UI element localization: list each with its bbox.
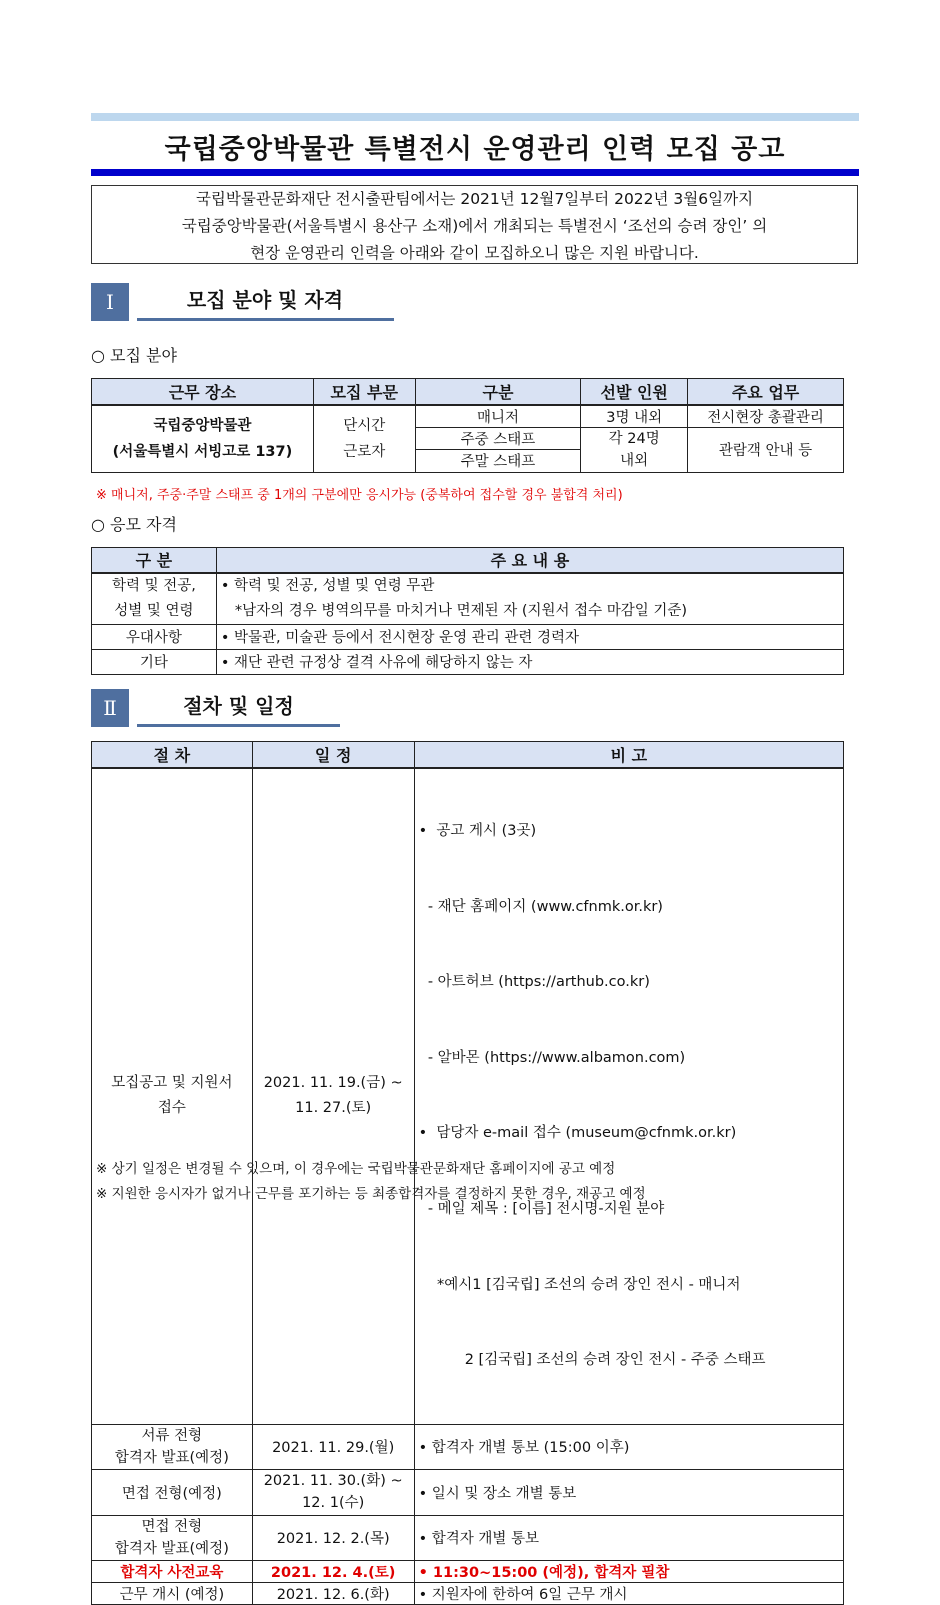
intro-box bbox=[91, 185, 858, 264]
schedule-note-training: • 11:30~15:00 (예정), 합격자 필참 bbox=[414, 1560, 843, 1582]
recruit-count-line: 각 24명 bbox=[608, 430, 660, 447]
schedule-date-line: 11. 27.(토) bbox=[295, 1100, 372, 1117]
schedule-note-line: - 아트허브 (https://arthub.co.kr) bbox=[418, 974, 650, 991]
recruit-table bbox=[91, 378, 844, 473]
schedule-note-document: • 합격자 개별 통보 (15:00 이후) bbox=[414, 1424, 843, 1469]
qual-content-line: • 학력 및 전공, 성별 및 연령 무관 bbox=[220, 577, 435, 594]
qual-label-line: 학력 및 전공, bbox=[111, 577, 196, 594]
schedule-date-recruit bbox=[252, 768, 414, 1425]
recruit-part bbox=[313, 405, 415, 473]
schedule-date-start: 2021. 12. 6.(화) bbox=[252, 1582, 414, 1604]
recruit-header-duty: 주요 업무 bbox=[688, 379, 844, 405]
qual-label-etc: 기타 bbox=[92, 649, 217, 674]
schedule-note-final: • 합격자 개별 통보 bbox=[414, 1515, 843, 1560]
qual-label-education bbox=[92, 573, 217, 625]
section-2-number: Ⅱ bbox=[91, 689, 129, 727]
section-2-title: 절차 및 일정 bbox=[183, 694, 294, 718]
recruit-header-part: 모집 부문 bbox=[313, 379, 415, 405]
qual-label-line: 성별 및 연령 bbox=[114, 602, 194, 619]
schedule-note-start: • 지원자에 한하여 6일 근무 개시 bbox=[414, 1582, 843, 1604]
schedule-step-line: 접수 bbox=[157, 1100, 186, 1117]
qual-content-etc: • 재단 관련 규정상 결격 사유에 해당하지 않는 자 bbox=[216, 649, 843, 674]
schedule-note-line: 2 [김국립] 조선의 승려 장인 전시 - 주중 스태프 bbox=[418, 1352, 766, 1369]
section-1-underline bbox=[137, 318, 394, 321]
qual-label-preference: 우대사항 bbox=[92, 624, 217, 649]
recruit-count-line: 내외 bbox=[620, 452, 649, 469]
qual-table bbox=[91, 547, 844, 675]
intro-line: 현장 운영관리 인력을 아래와 같이 모집하오니 많은 지원 바랍니다. bbox=[250, 244, 699, 262]
recruit-header-type: 구분 bbox=[415, 379, 581, 405]
schedule-note-line: - 재단 홈페이지 (www.cfnmk.or.kr) bbox=[418, 898, 663, 915]
schedule-step-interview: 면접 전형(예정) bbox=[92, 1469, 253, 1515]
schedule-date-interview bbox=[252, 1469, 414, 1515]
footnote: ※ 상기 일정은 변경될 수 있으며, 이 경우에는 국립박물관문화재단 홈페이지에 공고 예정 bbox=[96, 1161, 616, 1177]
recruit-count-manager: 3명 내외 bbox=[581, 405, 688, 428]
qual-content-line: *남자의 경우 병역의무를 마치거나 면제된 자 (지원서 접수 마감일 기준) bbox=[234, 602, 688, 619]
schedule-note-line: - 알바몬 (https://www.albamon.com) bbox=[418, 1049, 686, 1066]
recruit-part-line: 근로자 bbox=[343, 443, 386, 460]
page-title: 국립중앙박물관 특별전시 운영관리 인력 모집 공고 bbox=[164, 134, 786, 165]
recruit-place bbox=[92, 405, 314, 473]
schedule-step-final bbox=[92, 1515, 253, 1560]
schedule-note-line: - 메일 제목 : [이름] 전시명-지원 분야 bbox=[418, 1200, 665, 1217]
section-2-header bbox=[91, 689, 341, 727]
schedule-note-line: *예시1 [김국립] 조선의 승려 장인 전시 - 매니저 bbox=[418, 1276, 741, 1293]
recruit-role-manager: 매니저 bbox=[415, 405, 581, 428]
title-top-bar bbox=[91, 113, 859, 121]
section-1-title: 모집 분야 및 자격 bbox=[186, 288, 344, 312]
qual-heading: ○ 응모 자격 bbox=[91, 515, 177, 534]
title-bottom-bar bbox=[91, 169, 859, 176]
qual-header-type: 구 분 bbox=[92, 548, 217, 573]
intro-line: 국립중앙박물관(서울특별시 용산구 소재)에서 개최되는 특별전시 ‘조선의 승려 장인’ 의 bbox=[181, 217, 768, 235]
schedule-header-note: 비 고 bbox=[414, 742, 843, 768]
recruit-place-line: 국립중앙박물관 bbox=[153, 417, 252, 434]
schedule-date-line: 12. 1(수) bbox=[302, 1495, 365, 1512]
intro-line: 국립박물관문화재단 전시출판팀에서는 2021년 12월7일부터 2022년 3월6일까지 bbox=[195, 190, 754, 208]
schedule-step-training: 합격자 사전교육 bbox=[92, 1560, 253, 1582]
qual-content-education bbox=[216, 573, 843, 625]
recruit-heading: ○ 모집 분야 bbox=[91, 346, 177, 365]
schedule-header-step: 절 차 bbox=[92, 742, 253, 768]
section-2-underline bbox=[137, 724, 340, 727]
recruit-role-weekend: 주말 스태프 bbox=[415, 450, 581, 473]
schedule-step-line: 서류 전형 bbox=[141, 1427, 203, 1444]
schedule-date-line: 2021. 11. 30.(화) ~ bbox=[263, 1473, 403, 1490]
recruit-duty-manager: 전시현장 총괄관리 bbox=[688, 405, 844, 428]
recruit-note: ※ 매니저, 주중·주말 스태프 중 1개의 구분에만 응시가능 (중복하여 접수할 경우 불합격 처리) bbox=[96, 488, 623, 503]
schedule-header-date: 일 정 bbox=[252, 742, 414, 768]
schedule-note-line: • 담당자 e-mail 접수 (museum@cfnmk.or.kr) bbox=[418, 1125, 737, 1142]
qual-content-preference: • 박물관, 미술관 등에서 전시현장 운영 관리 관련 경력자 bbox=[216, 624, 843, 649]
recruit-role-weekday: 주중 스태프 bbox=[415, 427, 581, 450]
recruit-header-count: 선발 인원 bbox=[581, 379, 688, 405]
schedule-note-interview: • 일시 및 장소 개별 통보 bbox=[414, 1469, 843, 1515]
schedule-step-start: 근무 개시 (예정) bbox=[92, 1582, 253, 1604]
schedule-step-line: 모집공고 및 지원서 bbox=[111, 1075, 233, 1092]
recruit-part-line: 단시간 bbox=[343, 417, 386, 434]
schedule-step-document bbox=[92, 1424, 253, 1469]
schedule-date-line: 2021. 11. 19.(금) ~ bbox=[263, 1075, 403, 1092]
schedule-step-recruit bbox=[92, 768, 253, 1425]
recruit-count-staff bbox=[581, 427, 688, 472]
schedule-date-final: 2021. 12. 2.(목) bbox=[252, 1515, 414, 1560]
section-1-number: Ⅰ bbox=[91, 283, 129, 321]
schedule-step-line: 면접 전형 bbox=[141, 1518, 203, 1535]
schedule-note-line: • 공고 게시 (3곳) bbox=[418, 822, 537, 839]
schedule-step-line: 합격자 발표(예정) bbox=[114, 1540, 229, 1557]
schedule-step-line: 합격자 발표(예정) bbox=[114, 1449, 229, 1466]
recruit-place-line: (서울특별시 서빙고로 137) bbox=[112, 443, 293, 460]
qual-header-content: 주 요 내 용 bbox=[216, 548, 843, 573]
recruit-duty-staff: 관람객 안내 등 bbox=[688, 427, 844, 472]
section-1-header bbox=[91, 283, 394, 321]
recruit-header-place: 근무 장소 bbox=[92, 379, 314, 405]
schedule-date-document: 2021. 11. 29.(월) bbox=[252, 1424, 414, 1469]
schedule-date-training: 2021. 12. 4.(토) bbox=[252, 1560, 414, 1582]
footnote: ※ 지원한 응시자가 없거나 근무를 포기하는 등 최종합격자를 결정하지 못한 경우, 재공고 예정 bbox=[96, 1186, 646, 1202]
schedule-note-recruit bbox=[414, 768, 843, 1425]
title-banner bbox=[91, 113, 859, 177]
